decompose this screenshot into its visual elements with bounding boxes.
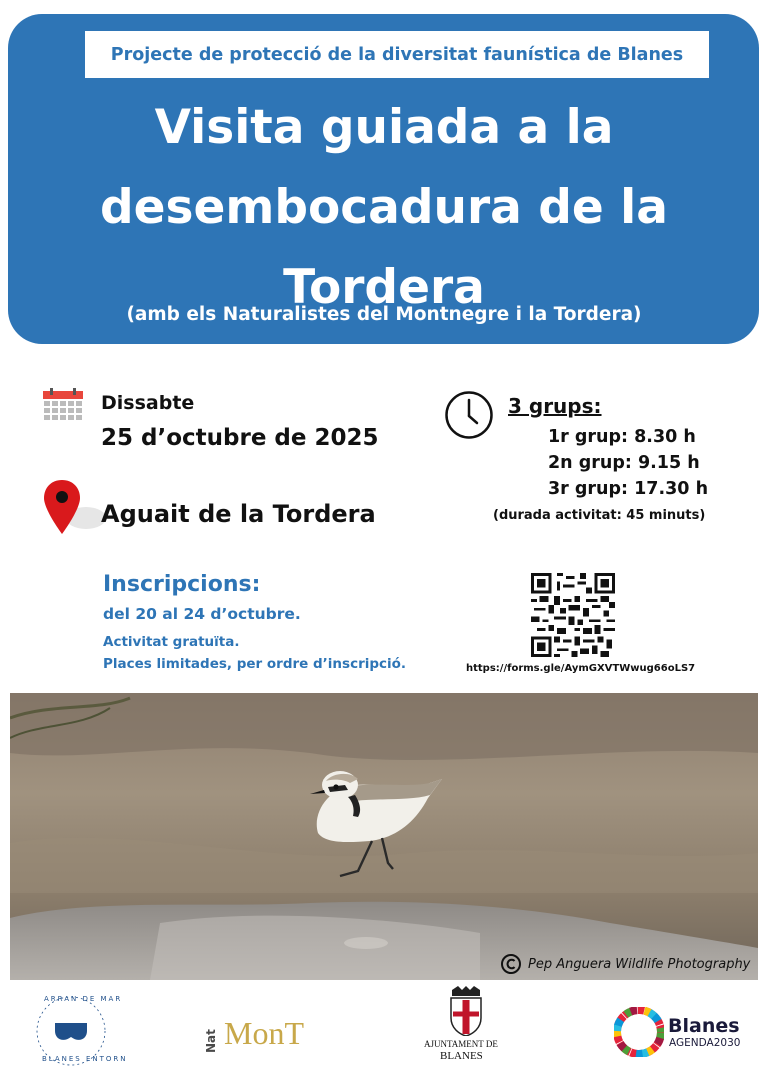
clock-icon	[444, 390, 494, 440]
title-line-1: Visita guiada a la	[154, 100, 614, 155]
calendar-icon	[43, 388, 83, 424]
activity-duration: (durada activitat: 45 minuts)	[493, 508, 706, 523]
blanes-logo-name: Blanes	[668, 1015, 740, 1037]
group-2-time: 2n grup: 9.15 h	[548, 453, 700, 473]
sdg-wheel-icon	[614, 1007, 664, 1057]
natmont-nat: Nat	[204, 1029, 218, 1053]
project-label: Projecte de protecció de la diversitat faunística de Blanes	[110, 44, 684, 65]
blanes-coat-of-arms	[448, 986, 484, 1036]
event-day: Dissabte	[101, 392, 195, 414]
copyright-icon	[500, 953, 522, 975]
event-place: Aguait de la Tordera	[101, 500, 376, 528]
event-date: 25 d’octubre de 2025	[101, 425, 379, 451]
group-1-time: 1r grup: 8.30 h	[548, 427, 696, 447]
registration-url[interactable]: https://forms.gle/AymGXVTWwug66oLS7	[466, 663, 696, 674]
title-line-2: desembocadura de la	[100, 180, 668, 235]
location-pin-icon	[42, 480, 106, 536]
qr-code[interactable]	[531, 573, 615, 657]
event-title	[20, 88, 748, 328]
group-3-time: 3r grup: 17.30 h	[548, 479, 709, 499]
arran-top-text: ARRAN DE MAR	[44, 995, 123, 1003]
photo-credit: Pep Anguera Wildlife Photography	[528, 957, 751, 972]
registration-free-note: Activitat gratuïta.	[103, 634, 240, 650]
title-line-3: Tordera	[283, 260, 485, 315]
agenda2030-text: AGENDA2030	[669, 1037, 741, 1049]
event-subtitle: (amb els Naturalistes del Montnegre i la Tordera)	[126, 304, 642, 325]
registration-title: Inscripcions:	[103, 572, 261, 597]
arran-bottom-text: BLANES ENTORN	[42, 1055, 128, 1063]
bird-photo	[10, 693, 758, 980]
ajuntament-blanes-logo	[420, 986, 512, 1066]
plover-on-sand-image	[10, 693, 758, 980]
blanes-agenda2030-logo	[614, 1007, 744, 1057]
arran-de-mar-logo	[28, 993, 128, 1069]
ajuntament-line2: BLANES	[440, 1050, 483, 1062]
ajuntament-line1: AJUNTAMENT DE	[424, 1039, 498, 1049]
registration-dates: del 20 al 24 d’octubre.	[103, 605, 301, 623]
groups-title: 3 grups:	[508, 394, 602, 418]
natmont-mont: MonT	[224, 1015, 304, 1051]
project-label-box	[85, 31, 709, 78]
registration-limited-note: Places limitades, per ordre d’inscripció.	[103, 656, 407, 672]
